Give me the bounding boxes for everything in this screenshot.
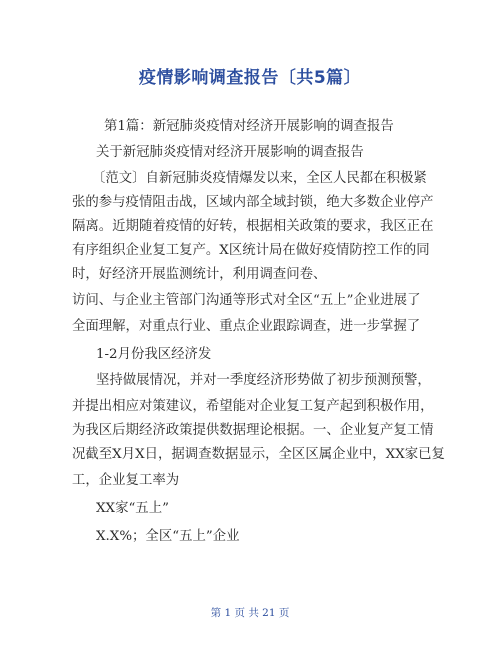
text-line: 全面理解，对重点行业、重点企业跟踪调查，进一步掌握了 — [72, 319, 421, 334]
text-line: 关于新冠肺炎疫情对经济开展影响的调查报告 — [96, 145, 364, 160]
text-line: 为我区后期经济政策提供数据理论根据。一、企业复产复工情 — [72, 423, 434, 438]
text-line: XX家“五上” — [96, 501, 169, 516]
text-line: X.X%；全区“五上”企业 — [96, 529, 240, 544]
text-line: 工，企业复工率为 — [72, 473, 180, 488]
text-line: 时，好经济开展监测统计，利用调查问卷、 — [72, 267, 327, 282]
text-line: 〔范文〕自新冠肺炎疫情爆发以来，全区人民都在积极紧 — [92, 171, 427, 186]
text-line: 并提出相应对策建议，希望能对企业复工复产起到积极作用， — [72, 399, 434, 414]
page-number-footer: 第 1 页 共 21 页 — [210, 607, 290, 619]
text-line: 第1篇：新冠肺炎疫情对经济开展影响的调查报告 — [104, 119, 394, 134]
document-title: 疫情影响调查报告〔共5篇〕 — [138, 68, 362, 88]
text-line: 1-2月份我区经济发 — [96, 347, 212, 362]
text-line: 有序组织企业复工复产。X区统计局在做好疫情防控工作的同 — [72, 243, 430, 258]
text-line: 访问、与企业主管部门沟通等形式对全区“五上”企业进展了 — [72, 293, 421, 308]
text-line: 坚持做展情况，并对一季度经济形势做了初步预测预警， — [96, 373, 431, 388]
text-line: 隔离。近期随着疫情的好转，根据相关政策的要求，我区正在 — [72, 219, 434, 234]
text-line: 张的参与疫情阻击战，区域内部全域封锁，绝大多数企业停产 — [72, 195, 434, 210]
text-line: 况截至X月X日，据调查数据显示，全区区属企业中，XX家已复 — [72, 447, 445, 462]
